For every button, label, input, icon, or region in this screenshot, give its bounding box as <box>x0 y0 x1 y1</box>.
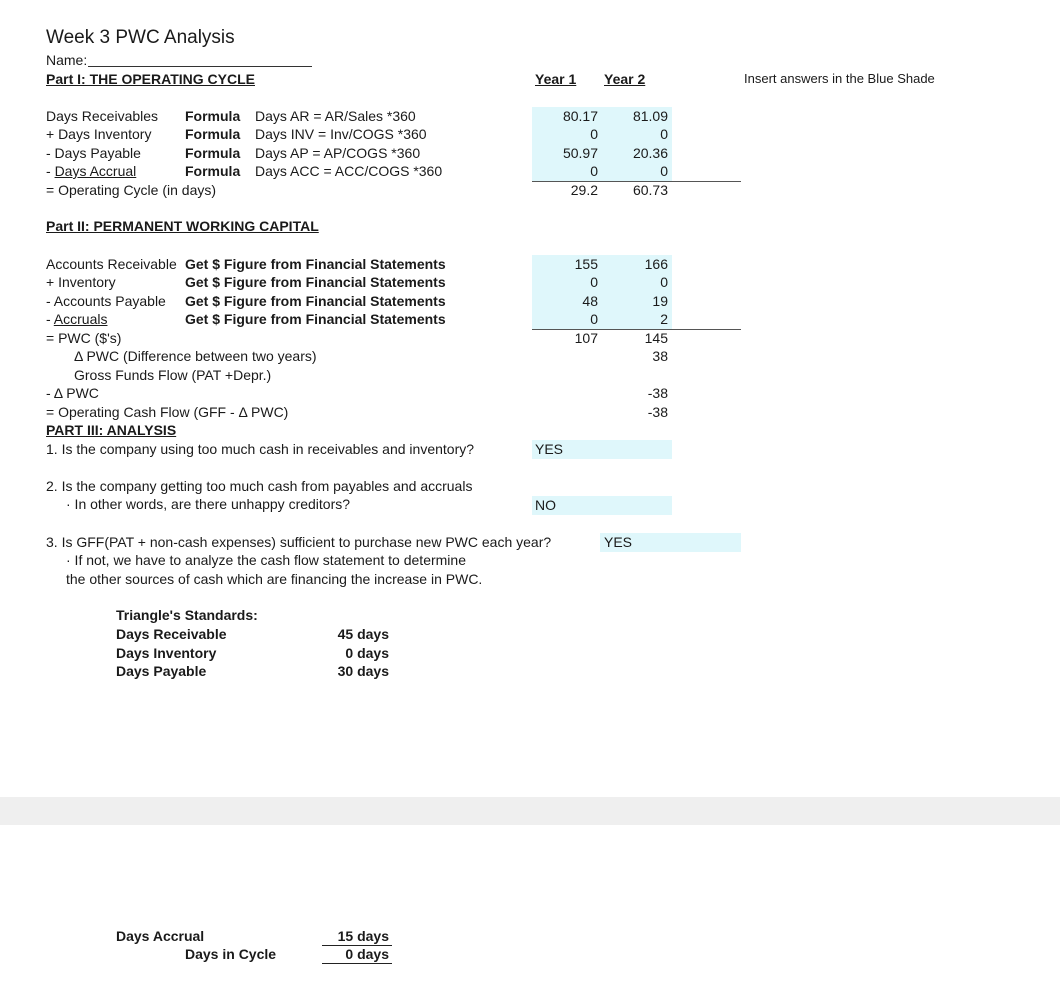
operating-cycle-year2: 60.73 <box>632 182 668 198</box>
delta-pwc-value: 38 <box>652 348 668 364</box>
question-2-line2: · In other words, are there unhappy creditors? <box>66 496 351 512</box>
formula-days-ar: Days AR = AR/Sales *360 <box>255 108 416 124</box>
instruction-get-figure: Get $ Figure from Financial Statements <box>185 311 446 327</box>
days-inv-year1-cell[interactable]: 0 <box>590 126 598 142</box>
days-in-cycle-label: Days in Cycle <box>185 946 277 962</box>
days-acc-year1-cell[interactable]: 0 <box>590 163 598 179</box>
days-ar-year2-cell[interactable]: 81.09 <box>632 108 668 124</box>
row-accruals-label: - Accruals <box>46 311 108 327</box>
pwc-year1: 107 <box>574 330 598 346</box>
answer-3: YES <box>604 534 633 550</box>
answer-3-cell[interactable] <box>600 533 741 552</box>
year2-header: Year 2 <box>604 71 646 87</box>
std-days-inventory-label: Days Inventory <box>116 645 217 661</box>
ap-year1-cell[interactable]: 48 <box>582 293 598 309</box>
operating-cycle-year1: 29.2 <box>570 182 598 198</box>
formula-days-inv: Days INV = Inv/COGS *360 <box>255 126 427 142</box>
ocf-label: = Operating Cash Flow (GFF - Δ PWC) <box>46 404 289 420</box>
formula-label: Formula <box>185 163 241 179</box>
instruction-get-figure: Get $ Figure from Financial Statements <box>185 256 446 272</box>
std-days-accrual-label: Days Accrual <box>116 928 205 944</box>
row-days-inventory-label: + Days Inventory <box>46 126 152 142</box>
std-days-payable-value: 30 days <box>337 663 389 679</box>
inv-year1-cell[interactable]: 0 <box>590 274 598 290</box>
accruals-year1-cell[interactable]: 0 <box>590 311 598 327</box>
formula-label: Formula <box>185 126 241 142</box>
page-break-band <box>0 797 1060 825</box>
part2-heading: Part II: PERMANENT WORKING CAPITAL <box>46 218 319 234</box>
std-days-payable-label: Days Payable <box>116 663 207 679</box>
inv-year2-cell[interactable]: 0 <box>660 274 668 290</box>
formula-label: Formula <box>185 108 241 124</box>
part3-heading: PART III: ANALYSIS <box>46 422 177 438</box>
days-ap-year2-cell[interactable]: 20.36 <box>632 145 668 161</box>
standards-heading: Triangle's Standards: <box>116 607 258 623</box>
std-days-accrual-value: 15 days <box>337 928 389 944</box>
name-field[interactable] <box>88 66 312 67</box>
minus-delta-pwc-value: -38 <box>647 385 668 401</box>
std-days-receivable-value: 45 days <box>337 626 389 642</box>
ar-year1-cell[interactable]: 155 <box>574 256 598 272</box>
accruals-year2-cell[interactable]: 2 <box>660 311 668 327</box>
question-3-line1: 3. Is GFF(PAT + non-cash expenses) sufficient to purchase new PWC each year? <box>46 534 552 550</box>
pwc-label: = PWC ($'s) <box>46 330 122 346</box>
operating-cycle-label: = Operating Cycle (in days) <box>46 182 217 198</box>
row-days-receivables-label: Days Receivables <box>46 108 159 124</box>
days-acc-year2-cell[interactable]: 0 <box>660 163 668 179</box>
year1-header: Year 1 <box>535 71 577 87</box>
formula-days-ap: Days AP = AP/COGS *360 <box>255 145 421 161</box>
formula-days-acc: Days ACC = ACC/COGS *360 <box>255 163 443 179</box>
name-label: Name: <box>46 52 88 68</box>
ap-year2-cell[interactable]: 19 <box>652 293 668 309</box>
row-accounts-receivable-label: Accounts Receivable <box>46 256 177 272</box>
days-ap-year1-cell[interactable]: 50.97 <box>562 145 598 161</box>
delta-pwc-label: Δ PWC (Difference between two years) <box>74 348 317 364</box>
row-accounts-payable-label: - Accounts Payable <box>46 293 166 309</box>
gff-label: Gross Funds Flow (PAT +Depr.) <box>74 367 272 383</box>
formula-label: Formula <box>185 145 241 161</box>
minus-delta-pwc-label: - Δ PWC <box>46 385 99 401</box>
row-inventory-label: + Inventory <box>46 274 116 290</box>
instruction-get-figure: Get $ Figure from Financial Statements <box>185 274 446 290</box>
days-ar-year1-cell[interactable]: 80.17 <box>562 108 598 124</box>
days-in-cycle-value: 0 days <box>345 946 389 962</box>
instruction-note: Insert answers in the Blue Shade <box>744 71 935 86</box>
std-days-inventory-value: 0 days <box>345 645 389 661</box>
page-title: Week 3 PWC Analysis <box>46 27 235 48</box>
std-days-receivable-label: Days Receivable <box>116 626 227 642</box>
question-3-line3: the other sources of cash which are financing the increase in PWC. <box>66 571 483 587</box>
answer-1: YES <box>535 441 564 457</box>
part1-heading: Part I: THE OPERATING CYCLE <box>46 71 255 87</box>
answer-2-cell[interactable] <box>532 496 672 515</box>
question-2-line1: 2. Is the company getting too much cash from payables and accruals <box>46 478 473 494</box>
row-days-payable-label: - Days Payable <box>46 145 141 161</box>
ocf-value: -38 <box>647 404 668 420</box>
question-1: 1. Is the company using too much cash in receivables and inventory? <box>46 441 475 457</box>
question-3-line2: · If not, we have to analyze the cash flow statement to determine <box>66 552 466 568</box>
pwc-year2: 145 <box>644 330 668 346</box>
std-total-rule <box>322 963 392 964</box>
row-days-accrual-label: - Days Accrual <box>46 163 137 179</box>
instruction-get-figure: Get $ Figure from Financial Statements <box>185 293 446 309</box>
ar-year2-cell[interactable]: 166 <box>644 256 668 272</box>
days-inv-year2-cell[interactable]: 0 <box>660 126 668 142</box>
answer-1-cell[interactable] <box>532 440 672 459</box>
answer-2: NO <box>535 497 556 513</box>
